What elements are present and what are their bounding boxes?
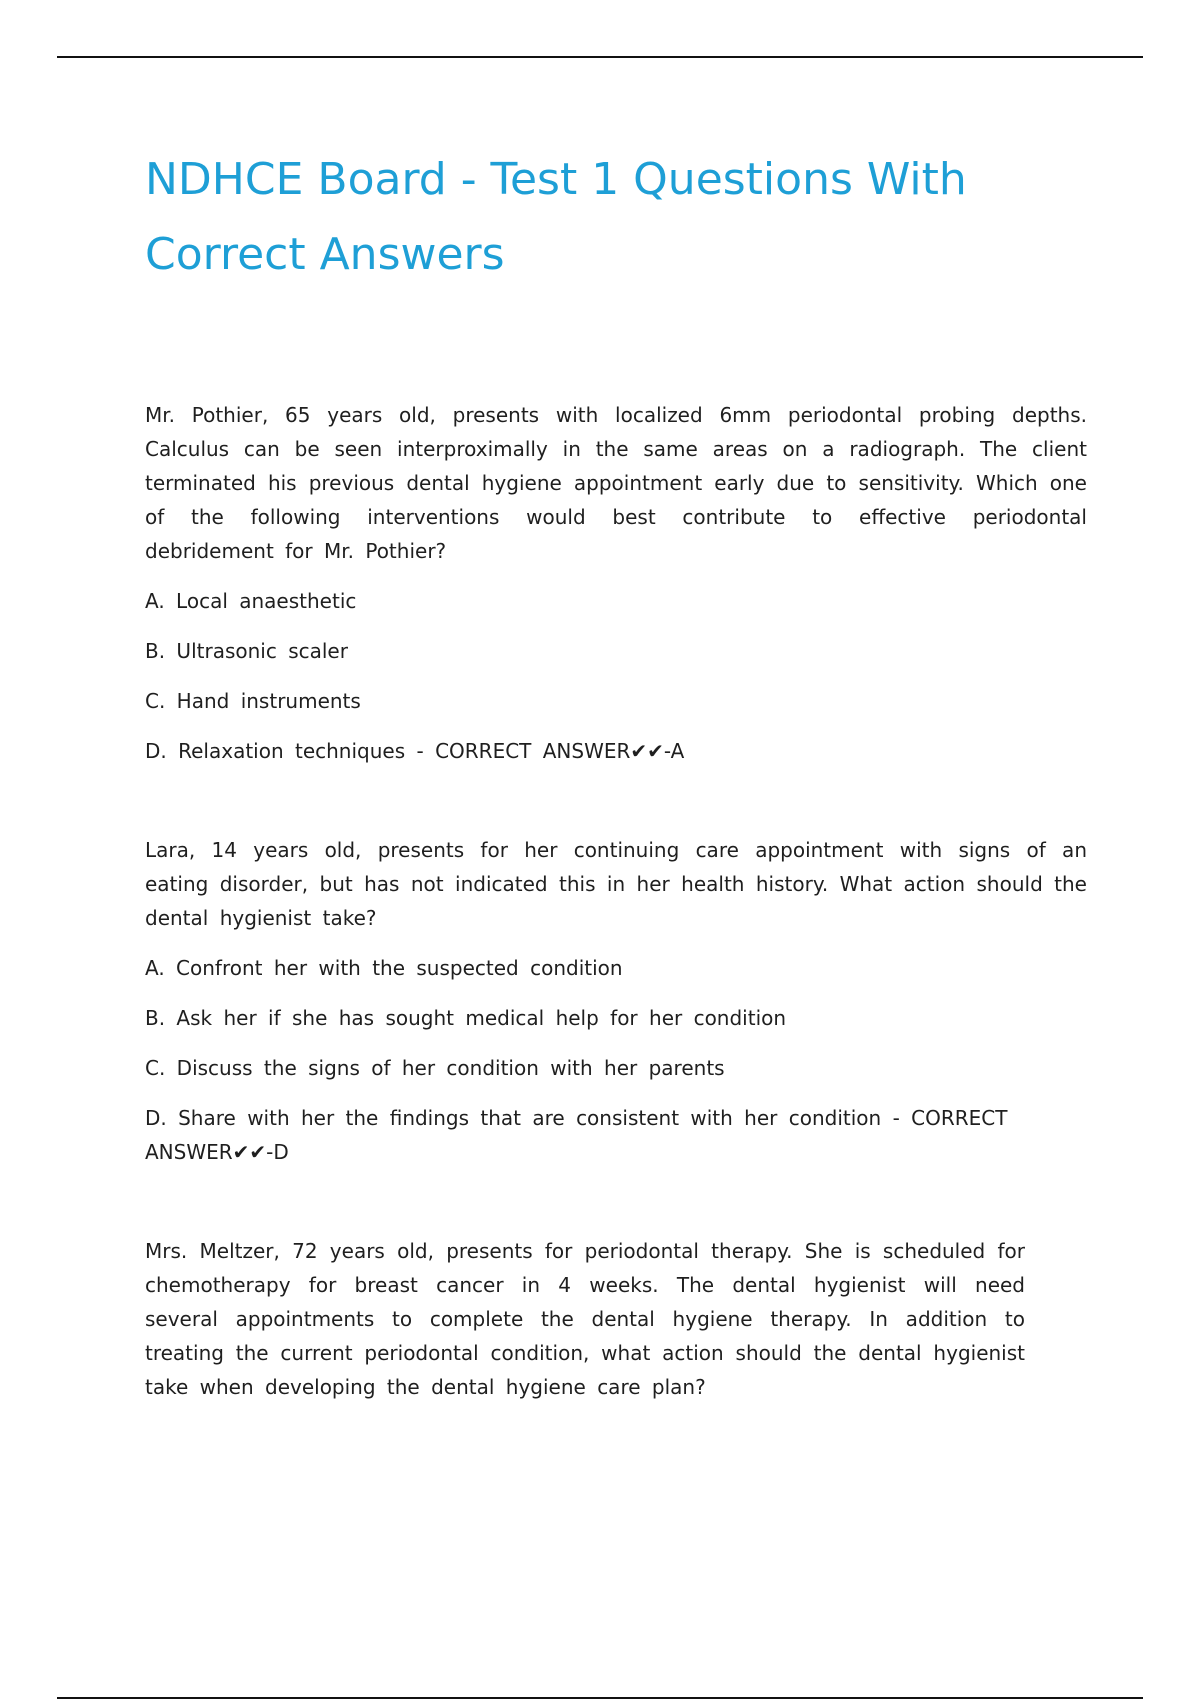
answer-option-a: A. Local anaesthetic bbox=[145, 589, 357, 613]
answer-option-a: A. Confront her with the suspected condition bbox=[145, 956, 623, 980]
answer-option-b: B. Ask her if she has sought medical help for her condition bbox=[145, 1006, 787, 1030]
question-3 bbox=[145, 1234, 1087, 1420]
question-stem: Lara, 14 years old, presents for her continuing care appointment with signs of an eating disorder, but has not indicated this in her health history. What action should the dental hygienist take? bbox=[145, 838, 1087, 930]
document-title: NDHCE Board - Test 1 Questions With Correct Answers bbox=[145, 154, 967, 280]
answer-option-d: D. Share with her the findings that are consistent with her condition - CORRECT ANSWER✔✔-D bbox=[145, 1106, 1008, 1164]
question-stem: Mrs. Meltzer, 72 years old, presents for periodontal therapy. She is scheduled for chemotherapy for breast cancer in 4 weeks. The dental hygienist will need several appointments to complete the dental hygiene therapy. In addition to treating the current periodontal condition, what action should the dental hygienist take when developing the dental hygiene care plan? bbox=[145, 1239, 1025, 1399]
question-2 bbox=[145, 833, 1087, 1185]
answer-option-c: C. Hand instruments bbox=[145, 689, 361, 713]
question-1 bbox=[145, 398, 1087, 784]
bottom-divider bbox=[57, 1697, 1143, 1699]
answer-option-b: B. Ultrasonic scaler bbox=[145, 639, 348, 663]
question-stem: Mr. Pothier, 65 years old, presents with localized 6mm periodontal probing depths. Calculus can be seen interproximally in the same areas on a radiograph. The client terminated his previous dental hygiene appointment early due to sensitivity. Which one of the following interventions would best contribute to effective periodontal debridement for Mr. Pothier? bbox=[145, 403, 1087, 563]
top-divider bbox=[57, 56, 1143, 58]
answer-option-d: D. Relaxation techniques - CORRECT ANSWER✔✔-A bbox=[145, 739, 685, 763]
answer-option-c: C. Discuss the signs of her condition with her parents bbox=[145, 1056, 725, 1080]
